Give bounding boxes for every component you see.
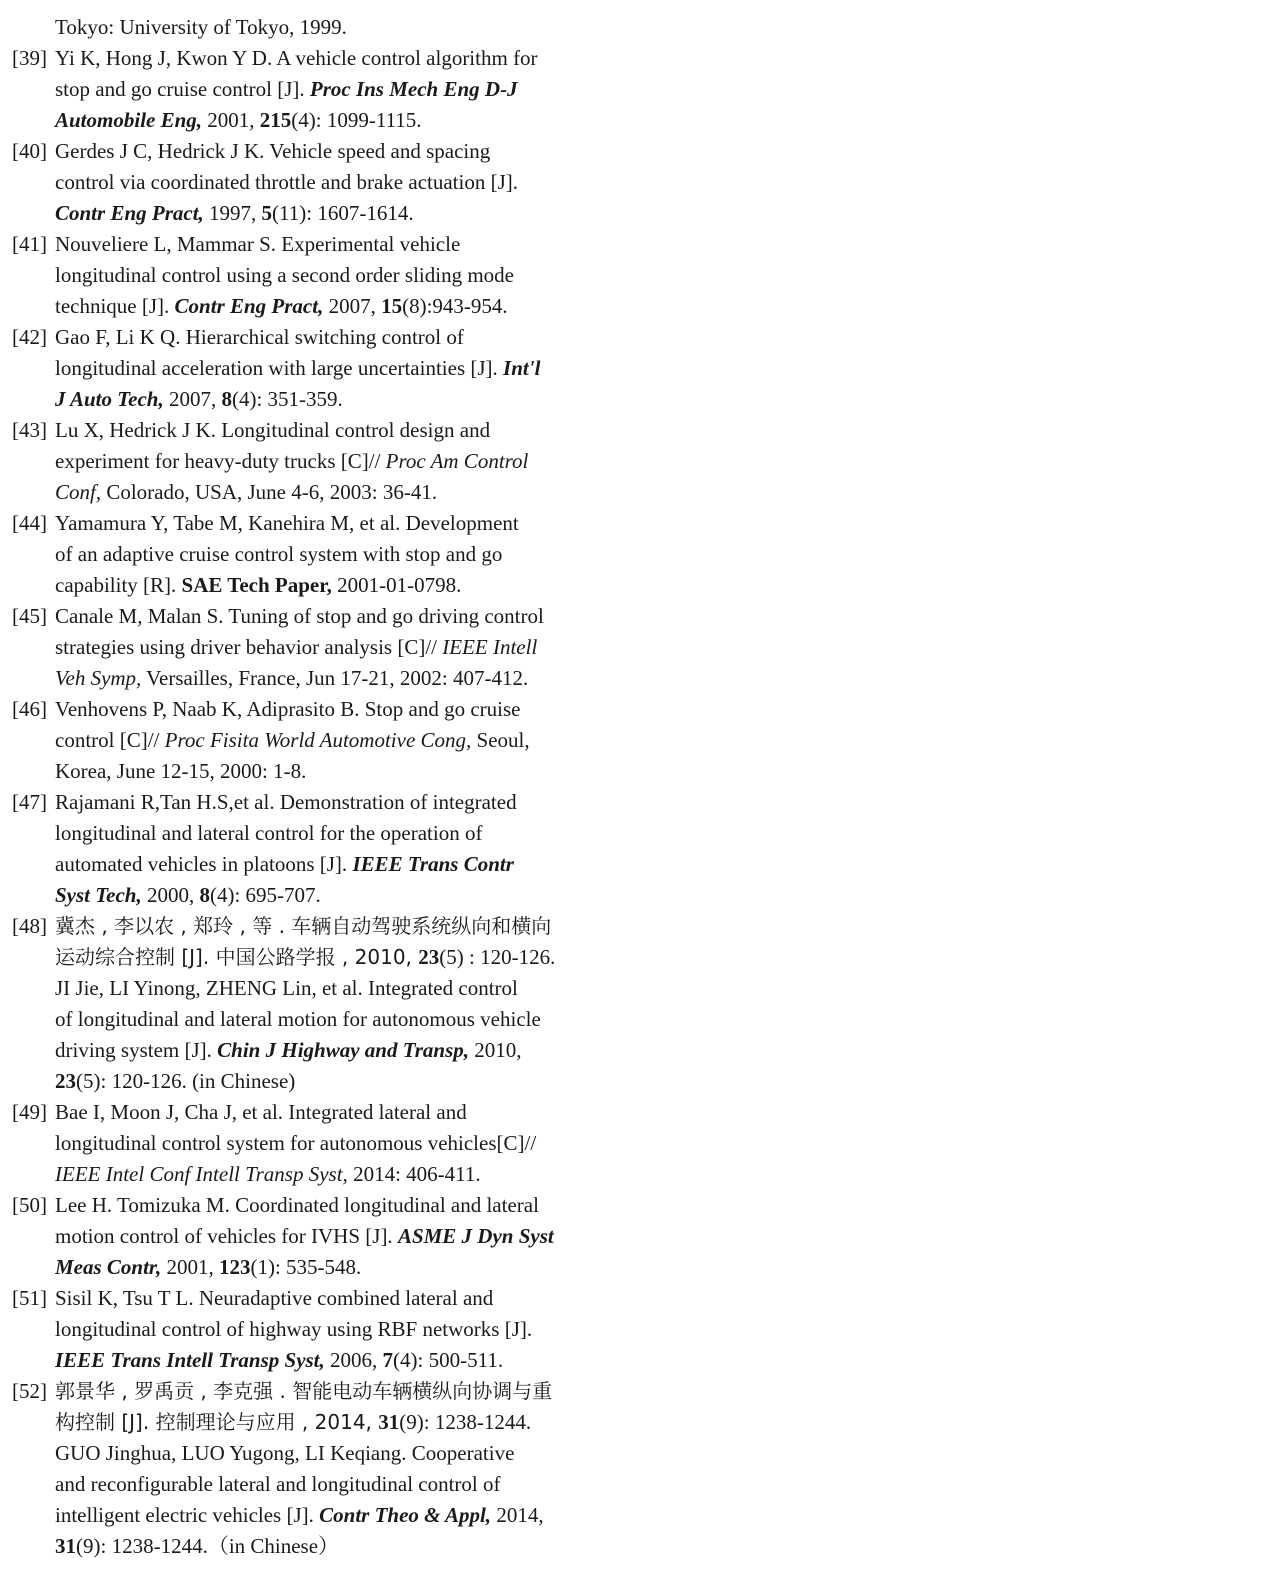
reference-line <box>55 1531 652 1562</box>
reference-text: longitudinal control of highway using RBF networks [J]. <box>55 1317 533 1341</box>
reference-text: 2001, <box>202 108 260 132</box>
reference-text: longitudinal and lateral control for the operation of <box>55 821 483 845</box>
reference-text: (4): 500-511. <box>393 1348 504 1372</box>
reference-item <box>12 229 652 322</box>
reference-text: longitudinal acceleration with large uncertainties [J]. <box>55 356 504 380</box>
reference-text: capability [R]. <box>55 573 182 597</box>
reference-line <box>55 291 652 322</box>
reference-text: Tokyo: University of Tokyo, 1999. <box>55 15 347 39</box>
reference-number: [41] <box>12 232 47 256</box>
reference-emphasis: Proc Ins Mech Eng D-J <box>309 77 518 101</box>
reference-emphasis: 8 <box>221 387 232 411</box>
reference-text: stop and go cruise control [J]. <box>55 77 310 101</box>
reference-emphasis: IEEE Trans Intell Transp Syst, <box>55 1348 325 1372</box>
reference-number: [47] <box>12 790 47 814</box>
reference-text: experiment for heavy-duty trucks [C]// <box>55 449 386 473</box>
reference-item <box>12 1376 652 1562</box>
reference-line <box>55 136 652 167</box>
reference-line <box>55 1066 652 1097</box>
reference-text: (4): 351-359. <box>231 387 343 411</box>
reference-line <box>55 477 652 508</box>
reference-text: (8):943-954. <box>402 294 508 318</box>
reference-line <box>55 1407 652 1438</box>
reference-item <box>12 1097 652 1190</box>
reference-line <box>55 1097 652 1128</box>
reference-text: Rajamani R,Tan H.S,et al. Demonstration of integrated <box>55 790 517 814</box>
reference-list <box>12 12 652 1562</box>
reference-text: Colorado, USA, June 4-6, 2003: 36-41. <box>101 480 438 504</box>
reference-item <box>12 43 652 136</box>
reference-number: [45] <box>12 604 47 628</box>
reference-text: 运动综合控制 [J]. 中国公路学报 , 2010, <box>55 945 419 969</box>
reference-emphasis: 31 <box>55 1534 76 1558</box>
reference-emphasis: SAE Tech Paper, <box>181 573 332 597</box>
reference-text: control via coordinated throttle and brake actuation [J]. <box>55 170 518 194</box>
reference-emphasis: IEEE Trans Contr <box>352 852 514 876</box>
reference-number: [52] <box>12 1379 47 1403</box>
reference-emphasis: IEEE Intell <box>442 635 538 659</box>
reference-text: Venhovens P, Naab K, Adiprasito B. Stop and go cruise <box>55 697 521 721</box>
reference-emphasis: Meas Contr, <box>55 1255 162 1279</box>
reference-text: Nouveliere L, Mammar S. Experimental vehicle <box>55 232 461 256</box>
reference-text: and reconfigurable lateral and longitudinal control of <box>55 1472 501 1496</box>
reference-line <box>55 973 652 1004</box>
reference-line <box>55 1283 652 1314</box>
reference-line <box>55 167 652 198</box>
reference-text: 2001, <box>161 1255 219 1279</box>
reference-text: strategies using driver behavior analysis [C]// <box>55 635 443 659</box>
reference-text: (1): 535-548. <box>250 1255 362 1279</box>
reference-line <box>55 1004 652 1035</box>
reference-text: 冀杰 , 李以农 , 郑玲 , 等 . 车辆自动驾驶系统纵向和横向 <box>55 914 552 938</box>
reference-text: Lu X, Hedrick J K. Longitudinal control design and <box>55 418 491 442</box>
reference-line <box>55 1221 652 1252</box>
reference-text: (4): 1099-1115. <box>291 108 422 132</box>
reference-emphasis: Chin J Highway and Transp, <box>217 1038 470 1062</box>
reference-emphasis: Contr Eng Pract, <box>55 201 204 225</box>
reference-line <box>55 849 652 880</box>
reference-line <box>55 787 652 818</box>
reference-text: 构控制 [J]. 控制理论与应用 , 2014, <box>55 1410 379 1434</box>
reference-line <box>55 756 652 787</box>
reference-number: [46] <box>12 697 47 721</box>
reference-line <box>55 942 652 973</box>
reference-line <box>55 601 652 632</box>
reference-emphasis: IEEE Intel Conf Intell Transp Syst, <box>55 1162 348 1186</box>
reference-line <box>55 1314 652 1345</box>
reference-line <box>55 663 652 694</box>
reference-text: Yamamura Y, Tabe M, Kanehira M, et al. Development <box>55 511 519 535</box>
reference-text: (9): 1238-1244. <box>399 1410 532 1434</box>
reference-emphasis: Proc Am Control <box>385 449 529 473</box>
reference-line <box>55 818 652 849</box>
reference-item <box>12 1190 652 1283</box>
reference-emphasis: 15 <box>381 294 403 318</box>
reference-line <box>55 384 652 415</box>
reference-line <box>55 446 652 477</box>
reference-text: of longitudinal and lateral motion for autonomous vehicle <box>55 1007 541 1031</box>
reference-text: Seoul, <box>471 728 530 752</box>
reference-line <box>55 632 652 663</box>
reference-emphasis: 215 <box>259 108 292 132</box>
reference-text: 2006, <box>324 1348 383 1372</box>
reference-item <box>12 322 652 415</box>
reference-number: [44] <box>12 511 47 535</box>
reference-emphasis: Contr Eng Pract, <box>174 294 324 318</box>
reference-emphasis: 5 <box>261 201 273 225</box>
reference-text: driving system [J]. <box>55 1038 218 1062</box>
reference-line <box>55 229 652 260</box>
reference-text: longitudinal control using a second order sliding mode <box>55 263 515 287</box>
reference-line <box>55 1035 652 1066</box>
reference-text: 2001-01-0798. <box>331 573 462 597</box>
reference-line <box>55 539 652 570</box>
reference-line <box>55 105 652 136</box>
reference-text: (5) : 120-126. <box>439 945 556 969</box>
reference-line <box>55 1252 652 1283</box>
reference-text: of an adaptive cruise control system with stop and go <box>55 542 503 566</box>
reference-text: Canale M, Malan S. Tuning of stop and go driving control <box>55 604 544 628</box>
reference-text: 2000, <box>141 883 200 907</box>
reference-emphasis: Veh Symp, <box>55 666 142 690</box>
reference-line <box>55 570 652 601</box>
reference-line <box>55 1438 652 1469</box>
reference-text: Versailles, France, Jun 17-21, 2002: 407-412. <box>141 666 529 690</box>
reference-line <box>55 260 652 291</box>
reference-number: [48] <box>12 914 47 938</box>
reference-emphasis: Automobile Eng, <box>55 108 203 132</box>
reference-line <box>55 1469 652 1500</box>
reference-emphasis: Conf, <box>55 480 102 504</box>
reference-line <box>55 508 652 539</box>
reference-text: Lee H. Tomizuka M. Coordinated longitudinal and lateral <box>55 1193 539 1217</box>
reference-text: Bae I, Moon J, Cha J, et al. Integrated lateral and <box>55 1100 467 1124</box>
reference-line <box>55 1376 652 1407</box>
reference-line <box>55 353 652 384</box>
reference-item <box>12 415 652 508</box>
reference-text: motion control of vehicles for IVHS [J]. <box>55 1224 398 1248</box>
reference-text: (11): 1607-1614. <box>272 201 414 225</box>
reference-line <box>55 725 652 756</box>
reference-text: Yi K, Hong J, Kwon Y D. A vehicle control algorithm for <box>55 46 538 70</box>
reference-line <box>55 198 652 229</box>
reference-emphasis: Syst Tech, <box>55 883 142 907</box>
reference-item <box>12 911 652 1097</box>
reference-text: 2014, <box>491 1503 544 1527</box>
reference-line <box>55 694 652 725</box>
reference-text: JI Jie, LI Yinong, ZHENG Lin, et al. Integrated control <box>55 976 518 1000</box>
reference-item <box>12 787 652 911</box>
reference-line <box>55 43 652 74</box>
reference-line <box>55 322 652 353</box>
reference-emphasis: Proc Fisita World Automotive Cong, <box>164 728 472 752</box>
reference-text: (9): 1238-1244.（in Chinese） <box>76 1534 340 1558</box>
reference-line <box>55 1128 652 1159</box>
reference-emphasis: 23 <box>418 945 440 969</box>
reference-text: Gerdes J C, Hedrick J K. Vehicle speed and spacing <box>55 139 491 163</box>
reference-line <box>55 1345 652 1376</box>
reference-text: technique [J]. <box>55 294 175 318</box>
reference-item <box>12 1283 652 1376</box>
reference-text: GUO Jinghua, LUO Yugong, LI Keqiang. Cooperative <box>55 1441 515 1465</box>
reference-text: (5): 120-126. (in Chinese) <box>76 1069 296 1093</box>
reference-line <box>55 12 652 43</box>
reference-number: [50] <box>12 1193 47 1217</box>
reference-number: [39] <box>12 46 47 70</box>
reference-emphasis: ASME J Dyn Syst <box>397 1224 554 1248</box>
reference-text: Gao F, Li K Q. Hierarchical switching control of <box>55 325 464 349</box>
reference-emphasis: 31 <box>378 1410 400 1434</box>
reference-line <box>55 911 652 942</box>
reference-text: 2007, <box>163 387 222 411</box>
reference-item <box>12 694 652 787</box>
reference-text: 1997, <box>203 201 262 225</box>
reference-text: intelligent electric vehicles [J]. <box>55 1503 320 1527</box>
reference-line <box>55 1159 652 1190</box>
reference-text: 郭景华 , 罗禹贡 , 李克强 . 智能电动车辆横纵向协调与重 <box>55 1379 553 1403</box>
reference-text: 2007, <box>323 294 382 318</box>
reference-number: [49] <box>12 1100 47 1124</box>
reference-text: Sisil K, Tsu T L. Neuradaptive combined lateral and <box>55 1286 494 1310</box>
reference-line <box>55 74 652 105</box>
reference-line <box>55 880 652 911</box>
reference-number: [40] <box>12 139 47 163</box>
reference-text: Korea, June 12-15, 2000: 1-8. <box>55 759 307 783</box>
reference-text: automated vehicles in platoons [J]. <box>55 852 353 876</box>
reference-line <box>55 1500 652 1531</box>
reference-item <box>12 136 652 229</box>
reference-emphasis: Contr Theo & Appl, <box>319 1503 492 1527</box>
reference-text: control [C]// <box>55 728 165 752</box>
reference-line <box>55 1190 652 1221</box>
reference-text: longitudinal control system for autonomous vehicles[C]// <box>55 1131 537 1155</box>
reference-emphasis: 8 <box>199 883 210 907</box>
reference-item <box>12 508 652 601</box>
reference-number: [51] <box>12 1286 47 1310</box>
reference-emphasis: 23 <box>55 1069 76 1093</box>
reference-text: 2014: 406-411. <box>347 1162 481 1186</box>
reference-emphasis: J Auto Tech, <box>55 387 164 411</box>
reference-emphasis: 123 <box>218 1255 251 1279</box>
reference-number: [42] <box>12 325 47 349</box>
reference-number: [43] <box>12 418 47 442</box>
reference-emphasis: Int'l <box>503 356 541 380</box>
reference-emphasis: 7 <box>382 1348 394 1372</box>
reference-text: (4): 695-707. <box>209 883 321 907</box>
reference-item <box>12 601 652 694</box>
reference-item <box>12 12 652 43</box>
reference-text: 2010, <box>469 1038 522 1062</box>
reference-line <box>55 415 652 446</box>
